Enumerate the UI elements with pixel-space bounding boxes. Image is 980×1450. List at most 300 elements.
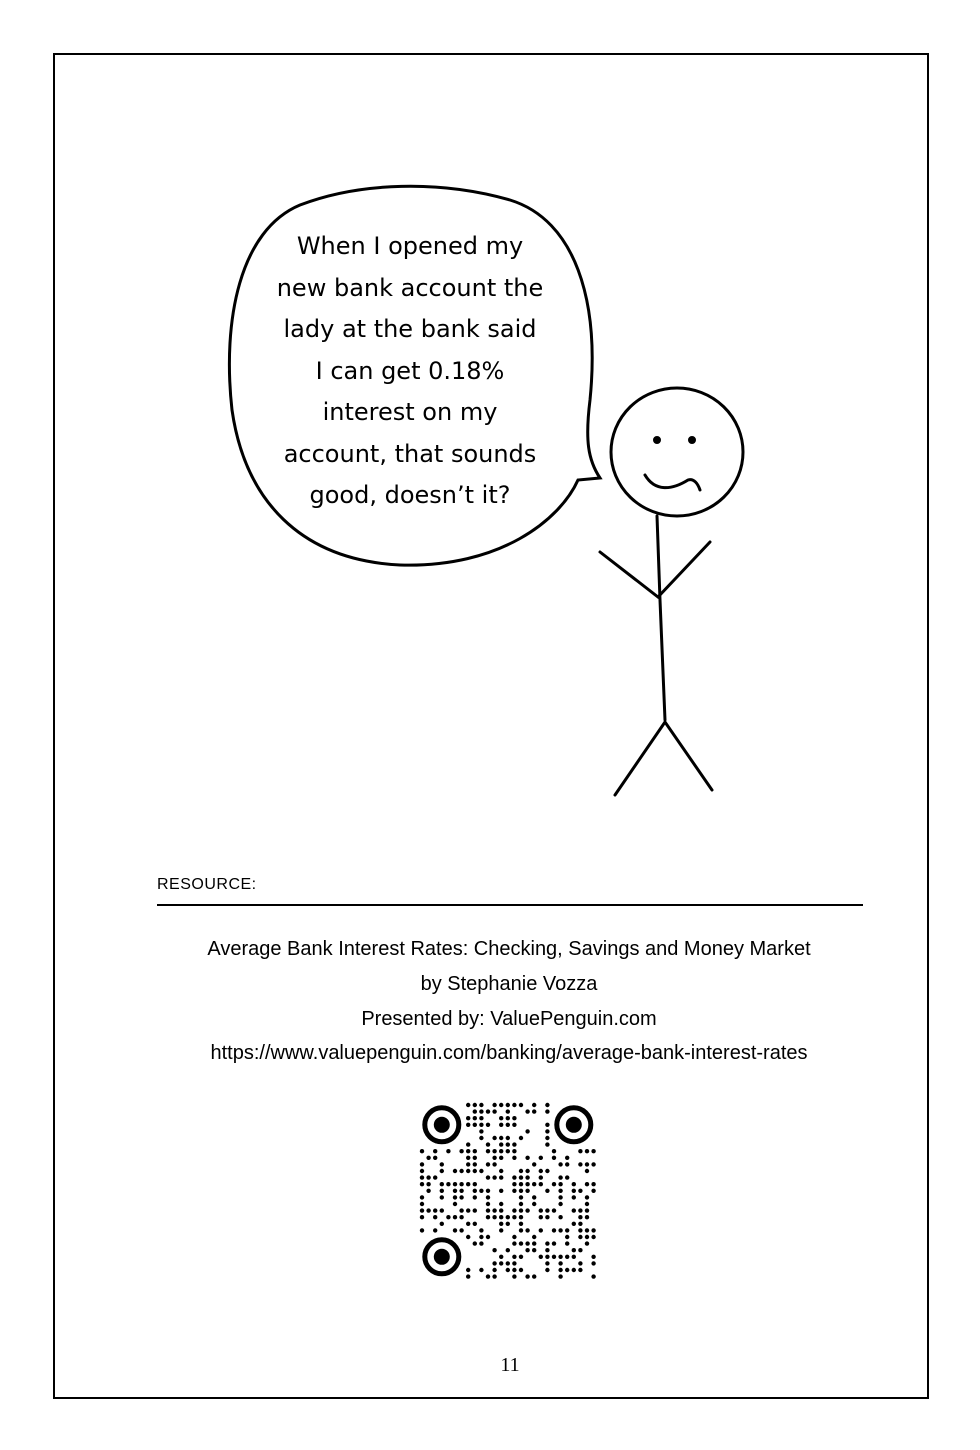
qr-dot (479, 1228, 483, 1232)
qr-dot (552, 1149, 556, 1153)
qr-dot (479, 1109, 483, 1113)
qr-dot (486, 1142, 490, 1146)
qr-dot (539, 1208, 543, 1212)
qr-dot (473, 1195, 477, 1199)
qr-dot (525, 1109, 529, 1113)
qr-dot (486, 1274, 490, 1278)
qr-dot (539, 1255, 543, 1259)
head (611, 388, 743, 516)
qr-dot (499, 1261, 503, 1265)
qr-dot (585, 1195, 589, 1199)
qr-dot (473, 1109, 477, 1113)
qr-dot (440, 1208, 444, 1212)
qr-dot (466, 1142, 470, 1146)
qr-dot (473, 1123, 477, 1127)
qr-dot (459, 1149, 463, 1153)
qr-dot (426, 1208, 430, 1212)
qr-dot (473, 1222, 477, 1226)
qr-dot (486, 1109, 490, 1113)
qr-dot (499, 1116, 503, 1120)
qr-dot (591, 1182, 595, 1186)
qr-dot (519, 1222, 523, 1226)
qr-dot (499, 1222, 503, 1226)
qr-dot (519, 1215, 523, 1219)
qr-dot (525, 1228, 529, 1232)
qr-dot (585, 1182, 589, 1186)
qr-dot (453, 1169, 457, 1173)
qr-dot (558, 1189, 562, 1193)
qr-dot (525, 1274, 529, 1278)
qr-dot (499, 1202, 503, 1206)
qr-dot (492, 1268, 496, 1272)
qr-dot (466, 1103, 470, 1107)
qr-dot (453, 1182, 457, 1186)
qr-dot (519, 1175, 523, 1179)
qr-dot (585, 1228, 589, 1232)
qr-dot (466, 1208, 470, 1212)
qr-dot (512, 1123, 516, 1127)
qr-dot (466, 1123, 470, 1127)
qr-dot (420, 1182, 424, 1186)
qr-dot (532, 1195, 536, 1199)
qr-dot (578, 1208, 582, 1212)
qr-dot (558, 1175, 562, 1179)
qr-dot (506, 1149, 510, 1153)
qr-dot (459, 1208, 463, 1212)
qr-dot (473, 1149, 477, 1153)
qr-dot (433, 1149, 437, 1153)
qr-dot (545, 1241, 549, 1245)
qr-dot (420, 1208, 424, 1212)
bubble-line: new bank account the (276, 273, 544, 302)
qr-dot (499, 1228, 503, 1232)
qr-dot (426, 1156, 430, 1160)
bubble-line: good, doesn’t it? (309, 481, 511, 509)
qr-dot (565, 1255, 569, 1259)
qr-dot (420, 1149, 424, 1153)
bubble-line: account, that sounds (283, 439, 537, 468)
qr-dot (440, 1189, 444, 1193)
qr-dot (512, 1261, 516, 1265)
qr-dot (466, 1182, 470, 1186)
qr-dot (545, 1123, 549, 1127)
qr-dot (539, 1156, 543, 1160)
qr-dot (453, 1202, 457, 1206)
qr-dot (446, 1182, 450, 1186)
qr-dot (591, 1162, 595, 1166)
qr-dot (466, 1162, 470, 1166)
qr-dot (591, 1274, 595, 1278)
qr-dot (591, 1189, 595, 1193)
qr-dot (499, 1255, 503, 1259)
legs (615, 722, 712, 795)
qr-dot (525, 1182, 529, 1186)
qr-dot (512, 1241, 516, 1245)
qr-dot (539, 1182, 543, 1186)
qr-dot (519, 1189, 523, 1193)
qr-dot (466, 1274, 470, 1278)
qr-dot (492, 1156, 496, 1160)
qr-dot (420, 1228, 424, 1232)
qr-dot (486, 1149, 490, 1153)
qr-dot (433, 1175, 437, 1179)
qr-dot (512, 1182, 516, 1186)
qr-dot (486, 1175, 490, 1179)
qr-dot (525, 1241, 529, 1245)
qr-dot (519, 1208, 523, 1212)
qr-dot (519, 1136, 523, 1140)
qr-dot (519, 1202, 523, 1206)
bubble-line: lady at the bank said (283, 315, 537, 343)
qr-dot (512, 1235, 516, 1239)
divider (157, 904, 863, 906)
qr-dot (506, 1109, 510, 1113)
qr-dot (545, 1215, 549, 1219)
qr-dot (591, 1149, 595, 1153)
resource-url[interactable]: https://www.valuepenguin.com/banking/average-bank-interest-rates (210, 1042, 808, 1064)
qr-dot (585, 1149, 589, 1153)
qr-dot (519, 1228, 523, 1232)
qr-dot (473, 1156, 477, 1160)
qr-dot (473, 1182, 477, 1186)
qr-dot (446, 1215, 450, 1219)
stick-figure (600, 388, 743, 795)
qr-dot (512, 1208, 516, 1212)
qr-dot (585, 1235, 589, 1239)
qr-dot (539, 1169, 543, 1173)
qr-dot (512, 1156, 516, 1160)
qr-dot (440, 1222, 444, 1226)
qr-dot (492, 1109, 496, 1113)
qr-dot (578, 1261, 582, 1265)
qr-dot (479, 1103, 483, 1107)
qr-dot (512, 1149, 516, 1153)
mouth (645, 475, 700, 490)
qr-dot (473, 1208, 477, 1212)
qr-dot (440, 1182, 444, 1186)
qr-dot (532, 1182, 536, 1186)
qr-dot (499, 1156, 503, 1160)
qr-dot (506, 1222, 510, 1226)
qr-dot (486, 1195, 490, 1199)
qr-dot (545, 1255, 549, 1259)
qr-dot (512, 1103, 516, 1107)
qr-dot (506, 1268, 510, 1272)
qr-dot (572, 1195, 576, 1199)
qr-dot (545, 1142, 549, 1146)
qr-dot (572, 1255, 576, 1259)
qr-dot (545, 1268, 549, 1272)
qr-dot (532, 1248, 536, 1252)
qr-dot (453, 1215, 457, 1219)
qr-dot (585, 1215, 589, 1219)
qr-dot (486, 1202, 490, 1206)
qr-dot (545, 1136, 549, 1140)
qr-dot (492, 1261, 496, 1265)
qr-dot (479, 1241, 483, 1245)
qr-dot (519, 1255, 523, 1259)
qr-finder-pattern (557, 1108, 591, 1142)
qr-dot (453, 1189, 457, 1193)
qr-dot (525, 1208, 529, 1212)
qr-dot (519, 1268, 523, 1272)
qr-dot (525, 1129, 529, 1133)
qr-dot (519, 1241, 523, 1245)
qr-dot (512, 1274, 516, 1278)
qr-dot (565, 1235, 569, 1239)
qr-dot (558, 1228, 562, 1232)
qr-dot (420, 1162, 424, 1166)
qr-dot (585, 1169, 589, 1173)
qr-dot (466, 1156, 470, 1160)
qr-dot (466, 1268, 470, 1272)
qr-dot (486, 1189, 490, 1193)
qr-dot (591, 1255, 595, 1259)
qr-dot (506, 1261, 510, 1265)
qr-dot (525, 1169, 529, 1173)
qr-dot (499, 1175, 503, 1179)
qr-dot (545, 1248, 549, 1252)
qr-dot (532, 1274, 536, 1278)
qr-dot (492, 1136, 496, 1140)
qr-dot (519, 1182, 523, 1186)
qr-dot (433, 1215, 437, 1219)
qr-dot (525, 1156, 529, 1160)
qr-dot (420, 1169, 424, 1173)
qr-dot (525, 1175, 529, 1179)
arms (600, 542, 710, 597)
qr-dot (459, 1228, 463, 1232)
qr-dot (420, 1202, 424, 1206)
qr-dot (539, 1228, 543, 1232)
qr-dot (552, 1208, 556, 1212)
page-number: 11 (500, 1354, 520, 1376)
qr-dot (532, 1109, 536, 1113)
resource-author: by Stephanie Vozza (420, 973, 598, 995)
qr-dot (466, 1169, 470, 1173)
qr-dot (506, 1116, 510, 1120)
qr-dot (420, 1175, 424, 1179)
speech-bubble-text (240, 226, 580, 517)
qr-dot (506, 1136, 510, 1140)
qr-dot (558, 1261, 562, 1265)
resource-presenter: Presented by: ValuePenguin.com (361, 1008, 657, 1030)
qr-dot (572, 1208, 576, 1212)
qr-dot (512, 1268, 516, 1272)
resource-title: Average Bank Interest Rates: Checking, Savings and Money Market (207, 938, 811, 960)
qr-dot (479, 1235, 483, 1239)
qr-dot (591, 1228, 595, 1232)
qr-dot (459, 1215, 463, 1219)
qr-dot (479, 1169, 483, 1173)
qr-dot (578, 1235, 582, 1239)
qr-dot (572, 1268, 576, 1272)
qr-dot (486, 1123, 490, 1127)
qr-dot (532, 1235, 536, 1239)
qr-dot (545, 1103, 549, 1107)
qr-dot (473, 1241, 477, 1245)
qr-dot (565, 1268, 569, 1272)
qr-dot (486, 1208, 490, 1212)
qr-dot (585, 1208, 589, 1212)
qr-dot (591, 1261, 595, 1265)
qr-dot (558, 1202, 562, 1206)
qr-dot (565, 1162, 569, 1166)
qr-dot (512, 1255, 516, 1259)
qr-dot (558, 1268, 562, 1272)
qr-dot (572, 1189, 576, 1193)
qr-dot (539, 1215, 543, 1219)
qr-dot (578, 1215, 582, 1219)
qr-dot (473, 1162, 477, 1166)
qr-dot (552, 1241, 556, 1245)
qr-finder-pattern (425, 1108, 459, 1142)
qr-dot (499, 1215, 503, 1219)
qr-dot (479, 1129, 483, 1133)
qr-dot (565, 1175, 569, 1179)
qr-dot (545, 1261, 549, 1265)
qr-dot (479, 1116, 483, 1120)
qr-dot (552, 1228, 556, 1232)
qr-dot (492, 1149, 496, 1153)
qr-dot (519, 1169, 523, 1173)
qr-dot (473, 1169, 477, 1173)
qr-dot (545, 1208, 549, 1212)
qr-dot (539, 1175, 543, 1179)
qr-dot (459, 1169, 463, 1173)
qr-dot (532, 1202, 536, 1206)
qr-dot (552, 1156, 556, 1160)
qr-dot (433, 1228, 437, 1232)
qr-dot (532, 1103, 536, 1107)
qr-dot (552, 1255, 556, 1259)
qr-dot (519, 1103, 523, 1107)
qr-dot (433, 1156, 437, 1160)
qr-dot (479, 1189, 483, 1193)
qr-dot (578, 1222, 582, 1226)
qr-dot (459, 1182, 463, 1186)
qr-dot (578, 1189, 582, 1193)
qr-dot (420, 1215, 424, 1219)
qr-dot (532, 1241, 536, 1245)
bubble-line: interest on my (322, 398, 498, 426)
qr-dot (459, 1189, 463, 1193)
body (657, 516, 665, 720)
qr-dot (545, 1109, 549, 1113)
bubble-line: When I opened my (296, 232, 524, 260)
qr-dot (558, 1274, 562, 1278)
qr-dot (585, 1162, 589, 1166)
qr-dot (512, 1215, 516, 1219)
qr-dot (512, 1116, 516, 1120)
qr-dot (479, 1268, 483, 1272)
qr-dot (512, 1142, 516, 1146)
qr-dot (492, 1248, 496, 1252)
qr-dot (492, 1103, 496, 1107)
qr-dot (473, 1189, 477, 1193)
qr-dot (558, 1162, 562, 1166)
qr-dot (499, 1169, 503, 1173)
qr-dot (578, 1149, 582, 1153)
qr-dot (565, 1156, 569, 1160)
qr-dot (558, 1182, 562, 1186)
qr-dot (466, 1235, 470, 1239)
qr-dot (591, 1235, 595, 1239)
qr-finder-pattern (425, 1240, 459, 1274)
qr-dot (578, 1162, 582, 1166)
qr-dot (466, 1149, 470, 1153)
bubble-line: I can get 0.18% (315, 356, 505, 385)
qr-dot (479, 1123, 483, 1127)
qr-dot (466, 1222, 470, 1226)
qr-dot (426, 1175, 430, 1179)
qr-dot (499, 1189, 503, 1193)
qr-dot (519, 1195, 523, 1199)
qr-dot (506, 1103, 510, 1107)
qr-dot (453, 1195, 457, 1199)
qr-dot (506, 1142, 510, 1146)
qr-dot (473, 1103, 477, 1107)
qr-dot (420, 1195, 424, 1199)
qr-dot (506, 1215, 510, 1219)
qr-dot (499, 1103, 503, 1107)
qr-dot (578, 1268, 582, 1272)
qr-dot (525, 1189, 529, 1193)
qr-dot (572, 1182, 576, 1186)
qr-dot (499, 1142, 503, 1146)
qr-dot (565, 1228, 569, 1232)
qr-dot (512, 1189, 516, 1193)
qr-dot (572, 1222, 576, 1226)
qr-dot (486, 1162, 490, 1166)
qr-dot (552, 1182, 556, 1186)
qr-dot (585, 1202, 589, 1206)
qr-dot (492, 1274, 496, 1278)
qr-dot (492, 1175, 496, 1179)
qr-dot (585, 1241, 589, 1245)
qr-dot (479, 1136, 483, 1140)
qr-dot (433, 1208, 437, 1212)
qr-code[interactable] (418, 1101, 604, 1287)
qr-dot (572, 1248, 576, 1252)
qr-dot (473, 1116, 477, 1120)
qr-dot (499, 1149, 503, 1153)
qr-dot (440, 1195, 444, 1199)
qr-dot (459, 1195, 463, 1199)
qr-dot (545, 1189, 549, 1193)
qr-dot (525, 1248, 529, 1252)
qr-dot (440, 1162, 444, 1166)
qr-dot (506, 1123, 510, 1127)
qr-dot (492, 1215, 496, 1219)
qr-dot (426, 1189, 430, 1193)
qr-dot (558, 1255, 562, 1259)
qr-dot (486, 1235, 490, 1239)
qr-dot (545, 1129, 549, 1133)
qr-dot (532, 1162, 536, 1166)
qr-dot (499, 1208, 503, 1212)
qr-dot (558, 1195, 562, 1199)
qr-dot (506, 1248, 510, 1252)
qr-dot (578, 1248, 582, 1252)
resource-heading: RESOURCE: (157, 876, 257, 893)
qr-dot (453, 1228, 457, 1232)
qr-dot (492, 1162, 496, 1166)
qr-dot (499, 1123, 503, 1127)
qr-dot (545, 1169, 549, 1173)
qr-dot (426, 1182, 430, 1186)
qr-dot (440, 1169, 444, 1173)
